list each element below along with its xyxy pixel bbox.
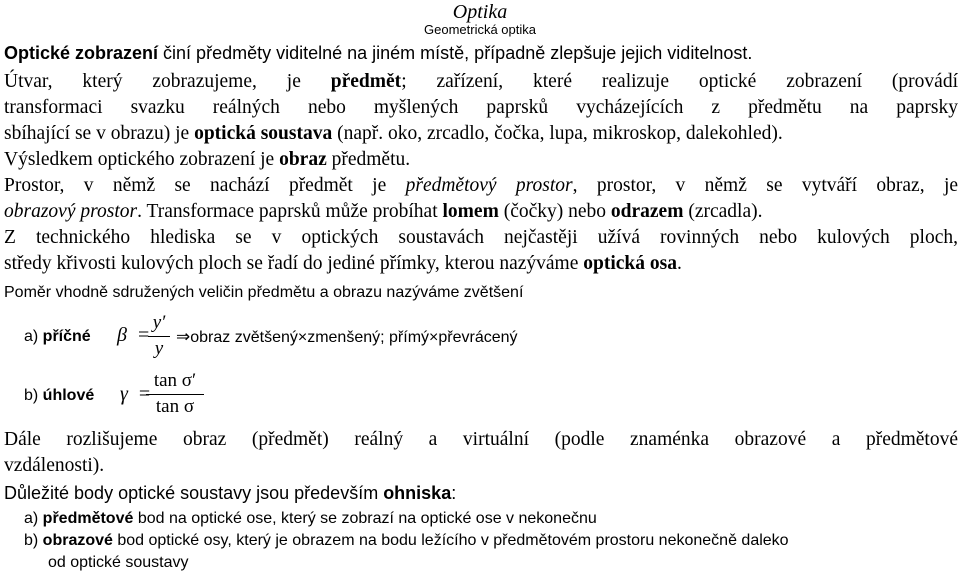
para3-text: , prostor, v němž se vytváří obraz, je: [572, 175, 959, 196]
equals-sign: =: [138, 383, 151, 405]
para3-text: . Transformace paprsků může probíhat: [137, 201, 443, 222]
term-focal-points: ohniska: [383, 483, 452, 503]
term-image-focus: obrazové: [42, 532, 113, 549]
para3-text: (čočky) nebo: [498, 201, 611, 222]
formula-a-text: převrácený: [438, 329, 518, 346]
times-sign: ×: [297, 329, 308, 346]
gamma-symbol: γ: [120, 383, 128, 405]
item-label: a): [24, 510, 43, 527]
implies-arrow: ⇒: [176, 327, 191, 347]
para2-line4: [4, 148, 410, 172]
page-subtitle: Geometrická optika: [424, 22, 536, 37]
fraction-a-numerator: y′: [152, 312, 166, 333]
focus-a-text: bod na optické ose, který se zobrazí na optické ose v nekonečnu: [133, 510, 597, 527]
item-label: a): [24, 328, 43, 345]
term-optical-system: optická soustava: [194, 123, 333, 144]
focus-item-b-cont: od optické soustavy: [48, 554, 189, 571]
para3-line1: [4, 174, 958, 198]
para5-line1: Dále rozlišujeme obraz (předmět) reálný a virtuální (podle znaménka obrazové a předmětové: [4, 429, 958, 450]
para2-text: (např. oko, zrcadlo, čočka, lupa, mikroskop, dalekohled).: [332, 123, 783, 144]
fraction-b-numerator: tan σ′: [153, 370, 197, 391]
formula-a-label: [24, 326, 91, 348]
para2-line2: transformaci svazku reálných nebo myšlených paprsků vycházejících z předmětu na paprsky: [4, 97, 958, 118]
para2-line3: [4, 122, 783, 146]
para2-text: Výsledkem optického zobrazení je: [4, 149, 280, 170]
magnification-intro: Poměr vhodně sdružených veličin předmětu a obrazu nazýváme zvětšení: [4, 284, 524, 301]
term-image-space: obrazový prostor: [4, 201, 138, 222]
beta-symbol: β: [117, 324, 127, 346]
fraction-a-denominator: y: [154, 338, 164, 359]
fraction-bar: [146, 394, 204, 395]
term-optical-imaging: Optické zobrazení: [4, 43, 159, 63]
para5-line2: vzdálenosti).: [4, 455, 105, 476]
focus-item-b: [24, 530, 789, 552]
para2-text: sbíhající se v obrazu) je: [4, 123, 195, 144]
term-lateral: příčné: [42, 328, 91, 345]
para2-text: Útvar, který zobrazujeme, je: [4, 71, 331, 92]
para3-text: Prostor, v němž se nachází předmět je: [4, 175, 406, 196]
term-object: předmět: [330, 71, 402, 92]
para2-line1: [4, 70, 958, 94]
equals-sign: =: [137, 324, 150, 346]
para4-line2: [4, 252, 682, 276]
para4-text: středy křivosti kulových ploch se řadí do jediné přímky, kterou nazýváme: [4, 253, 584, 274]
term-object-focus: předmětové: [42, 510, 134, 527]
focus-item-a: [24, 508, 597, 530]
term-refraction: lomem: [442, 201, 499, 222]
term-optical-axis: optická osa: [583, 253, 677, 274]
para2-text: ; zařízení, které realizuje optické zobrazení (provádí: [401, 71, 958, 92]
formula-a-text: obraz zvětšený: [190, 329, 298, 346]
formula-a-rhs: [176, 326, 518, 349]
item-label: b): [24, 387, 43, 404]
fraction-b-denominator: tan σ: [155, 396, 195, 417]
para6-text: :: [451, 483, 457, 503]
formula-a-text: zmenšený; přímý: [307, 329, 430, 346]
fraction-a: [148, 313, 170, 359]
fraction-bar: [148, 336, 170, 337]
para6-text: Důležité body optické soustavy jsou především: [4, 483, 384, 503]
para3-line2: [4, 200, 763, 224]
para4-text: .: [677, 253, 682, 274]
para4-line1: Z technického hlediska se v optických soustavách nejčastěji užívá rovinných nebo kulových ploch,: [4, 227, 958, 248]
intro-line: [4, 42, 752, 64]
times-sign: ×: [429, 329, 439, 346]
formula-b-label: [24, 385, 94, 407]
term-reflection: odrazem: [610, 201, 684, 222]
para2-text: předmětu.: [326, 149, 411, 170]
item-label: b): [24, 532, 43, 549]
para6-line1: [4, 482, 456, 504]
formula-a-lhs: [117, 324, 149, 347]
para3-text: (zrcadla).: [683, 201, 763, 222]
term-image: obraz: [279, 149, 327, 170]
term-object-space: předmětový prostor: [405, 175, 573, 196]
intro-text: činí předměty viditelné na jiném místě, případně zlepšuje jejich viditelnost.: [158, 43, 753, 63]
term-angular: úhlové: [42, 387, 95, 404]
focus-b-text: bod optické osy, který je obrazem na bodu ležícího v předmětovém prostoru nekonečně daleko: [112, 532, 789, 549]
fraction-b: [146, 371, 204, 417]
page-title: Optika: [452, 1, 508, 23]
